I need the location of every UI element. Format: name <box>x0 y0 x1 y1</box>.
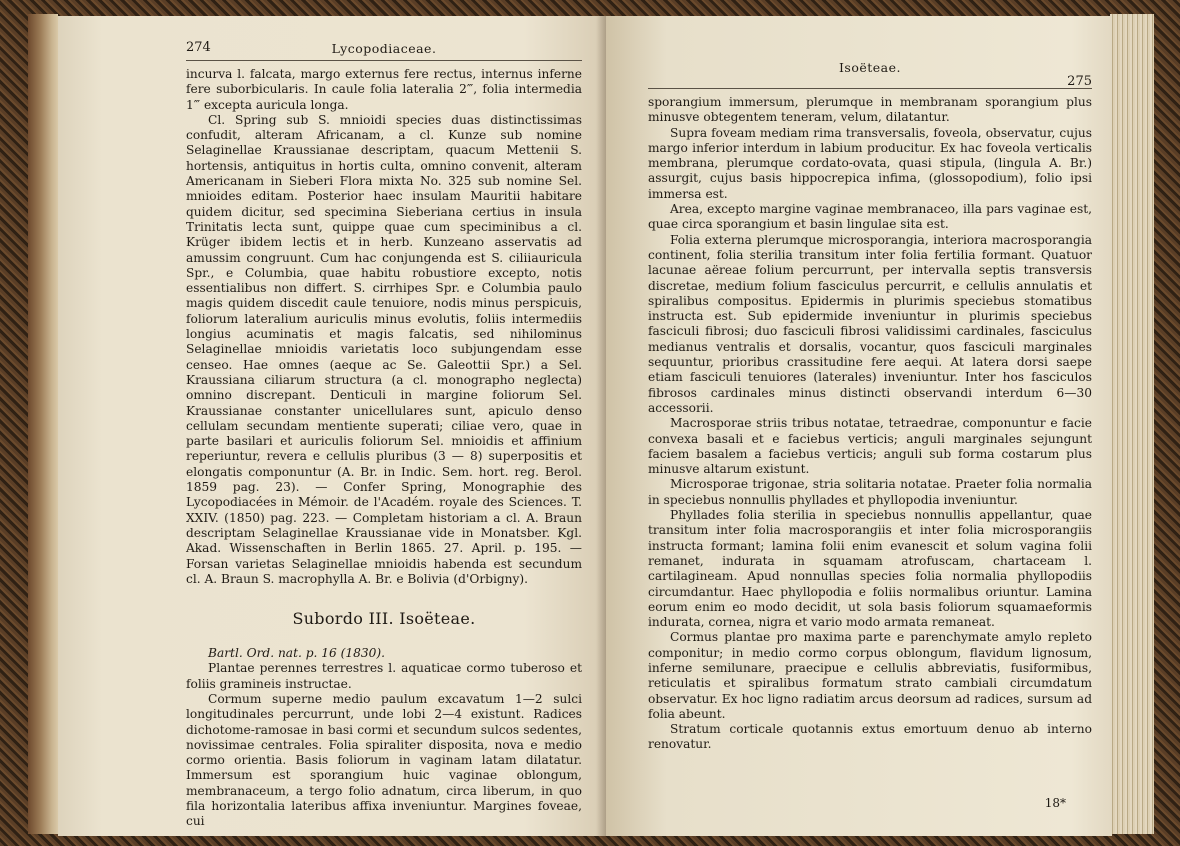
book-page-edges <box>1110 14 1154 834</box>
left-paragraph-2: Cl. Spring sub S. mnioidi species duas distinctissimas confudit, alteram Africanam, a cl. Kunze sub nomine Selaginellae Kraussianae descriptam, quacum Mettenii S. hortensis, antiquitus in hortis culta, omnino convenit, alteram Americanam in Sieberi Flora mixta No. 325 sub nomine Sel. mnioides editam. Posterior haec insulam Mauritii habitare quidem dicitur, sed specimina Sieberiana certius in insula Trinitatis lecta sunt, quippe quae cum speciminibus a cl. Krüger ibidem lectis et in herb. Kunzeano asservatis ad amussim congruunt. Cum hac conjungenda est S. ciliiauricula Spr., e Columbia, quae habitu robustiore excepto, notis essentialibus non differt. S. cirrhipes Spr. e Columbia paulo magis quidem discedit caule tenuiore, nodis minus perspicuis, foliorum lateralium auriculis minus evolutis, foliis intermediis longius acuminatis et magis falcatis, sed nihilominus Selaginellae mnioidis varietatis loco subjungendam esse censeo. Hae omnes (aeque ac Se. Galeottii Spr.) a Sel. Kraussiana ciliarum structura (a cl. monographo neglecta) omnino discrepant. Denticuli in margine foliorum Sel. Kraussianae constanter unicellulares sunt, apiculo denso cellulam secundam mentiente superati; ciliae vero, quae in parte basilari et auriculis foliorum Sel. mnioidis et affinium reperiuntur, revera e cellulis pluribus (3 — 8) superpositis et elongatis componuntur (A. Br. in Indic. Sem. hort. reg. Berol. 1859 pag. 23). — Confer Spring, Monographie des Lycopodiacées in Mémoir. de l'Académ. royale des Sciences. T. XXIV. (1850) pag. 223. — Completam historiam a cl. A. Braun descriptam Selaginellae Kraussianae vide in Monatsber. Kgl. Akad. Wissenschaften in Berlin 1865. 27. April. p. 195. — Forsan varietas Selaginellae mnioidis habenda est secundum cl. A. Braun S. macrophylla A. Br. e Bolivia (d'Orbigny). <box>186 112 582 586</box>
right-paragraph-1: sporangium immersum, plerumque in membranam sporangium plus minusve obtegentem teneram, velum, dilatantur. <box>648 95 1092 125</box>
right-paragraph-9: Stratum corticale quotannis extus emortuum denuo ab interno renovatur. <box>648 722 1092 752</box>
left-paragraph-4: Cormum superne medio paulum excavatum 1—2 sulci longitudinales percurrunt, unde lobi 2—4 existunt. Radices dichotome-ramosae in basi cormi et secundum sulcos sedentes, novissimae centrales. Folia spiraliter disposita, nova e medio cormo orientia. Basis foliorum in vaginam latam dilatatur. Immersum est sporangium huic vaginae oblongum, membranaceum, a tergo folio adnatum, circa liberum, in quo fila horizontalia lateribus affixa inveniuntur. Margines foveae, cui <box>186 691 582 829</box>
left-paragraph-1: incurva l. falcata, margo externus fere rectus, internus inferne fere suborbicularis. In caule folia lateralia 2‴, folia intermedia 1‴ excepta auricula longa. <box>186 67 582 112</box>
right-paragraph-2: Supra foveam mediam rima transversalis, foveola, observatur, cujus margo inferior interdum in labium producitur. Ex hac foveola verticalis membrana, plerumque cordato-ovata, quasi stipula, (lingula A. Br.) assurgit, cujus basis hippocrepica infima, (glossopodium), folio ipsi immersa est. <box>648 125 1092 201</box>
left-paragraph-3: Plantae perennes terrestres l. aquaticae cormo tuberoso et foliis gramineis instructae. <box>186 661 582 691</box>
right-running-title: Isoëteae. <box>838 60 902 75</box>
right-paragraph-5: Macrosporae striis tribus notatae, tetraedrae, componuntur e facie convexa basali et e faciebus verticis; anguli marginales sejungunt faciem basalem a faciebus verticis; anguli sub forma costarum plus minusve altarum existunt. <box>648 416 1092 477</box>
left-running-title: Lycopodiaceae. <box>331 41 437 56</box>
right-paragraph-3: Area, excepto margine vaginae membranaceo, illa pars vaginae est, quae circa sporangium et basin lingulae sita est. <box>648 202 1092 232</box>
signature-mark: 18* <box>1044 796 1066 810</box>
right-page-number: 275 <box>1067 74 1092 89</box>
right-paragraph-4: Folia externa plerumque microsporangia, interiora macrosporangia continent, folia sterilia transitum inter folia fertilia formant. Quatuor lacunae aëreae folium percurrunt, per intervalla septis transversis discretae, medium folium fasciculus percurrit, e cellulis annulatis et spiralibus compositus. Epidermis in plurimis speciebus stomatibus instructa est. Sub epidermide inveniuntur in plurimis speciebus fasciculi fibrosi; duo fasciculi fibrosi validissimi cardinales, fasciculus medianus ventralis et dorsalis, vocantur, quos fasciculi marginales sequuntur, prioribus crassitudine fere aequi. At latera dorsi saepe etiam fasciculi tenuiores (laterales) inveniuntur. Inter hos fasciculos fibrosos cardinales minus distincti observandi interdum 6—30 accessorii. <box>648 232 1092 415</box>
left-running-head <box>186 38 582 61</box>
left-page-number: 274 <box>186 40 211 55</box>
right-paragraph-8: Cormus plantae pro maxima parte e parenchymate amylo repleto componitur; in medio cormo corpus oblongum, flavidum lignosum, inferne semilunare, praecipue e cellulis abbreviatis, fusiformibus, reticulatis et spiralibus formatum strato cambiali circumdatum observatur. Ex hoc ligno radiatim arcus deorsum ad radices, sursum ad folia abeunt. <box>648 630 1092 721</box>
right-running-head <box>648 60 1092 89</box>
right-paragraph-6: Microsporae trigonae, stria solitaria notatae. Praeter folia normalia in speciebus nonnullis phyllades et phyllopodia inveniuntur. <box>648 477 1092 507</box>
right-paragraph-7: Phyllades folia sterilia in speciebus nonnullis appellantur, quae transitum inter folia macrosporangiis et inter folia microsporangiis instructa formant; lamina folii enim evanescit et solum vagina folii remanet, indurata in squamam atrofuscam, chartaceam l. cartilagineam. Apud nonnullas species folia normalia phyllopodiis circumdantur. Haec phyllopodia e foliis normalibus oriuntur. Lamina eorum enim eo modo decidit, ut sola basis foliorum squamaeformis indurata, cornea, nigra et vario modo armata remaneat. <box>648 508 1092 630</box>
left-page <box>58 16 606 836</box>
book-edge-left <box>28 14 58 834</box>
subordo-heading: Subordo III. Isoëteae. <box>292 609 476 629</box>
right-page <box>606 16 1112 836</box>
citation: Bartl. Ord. nat. p. 16 (1830). <box>208 646 386 661</box>
